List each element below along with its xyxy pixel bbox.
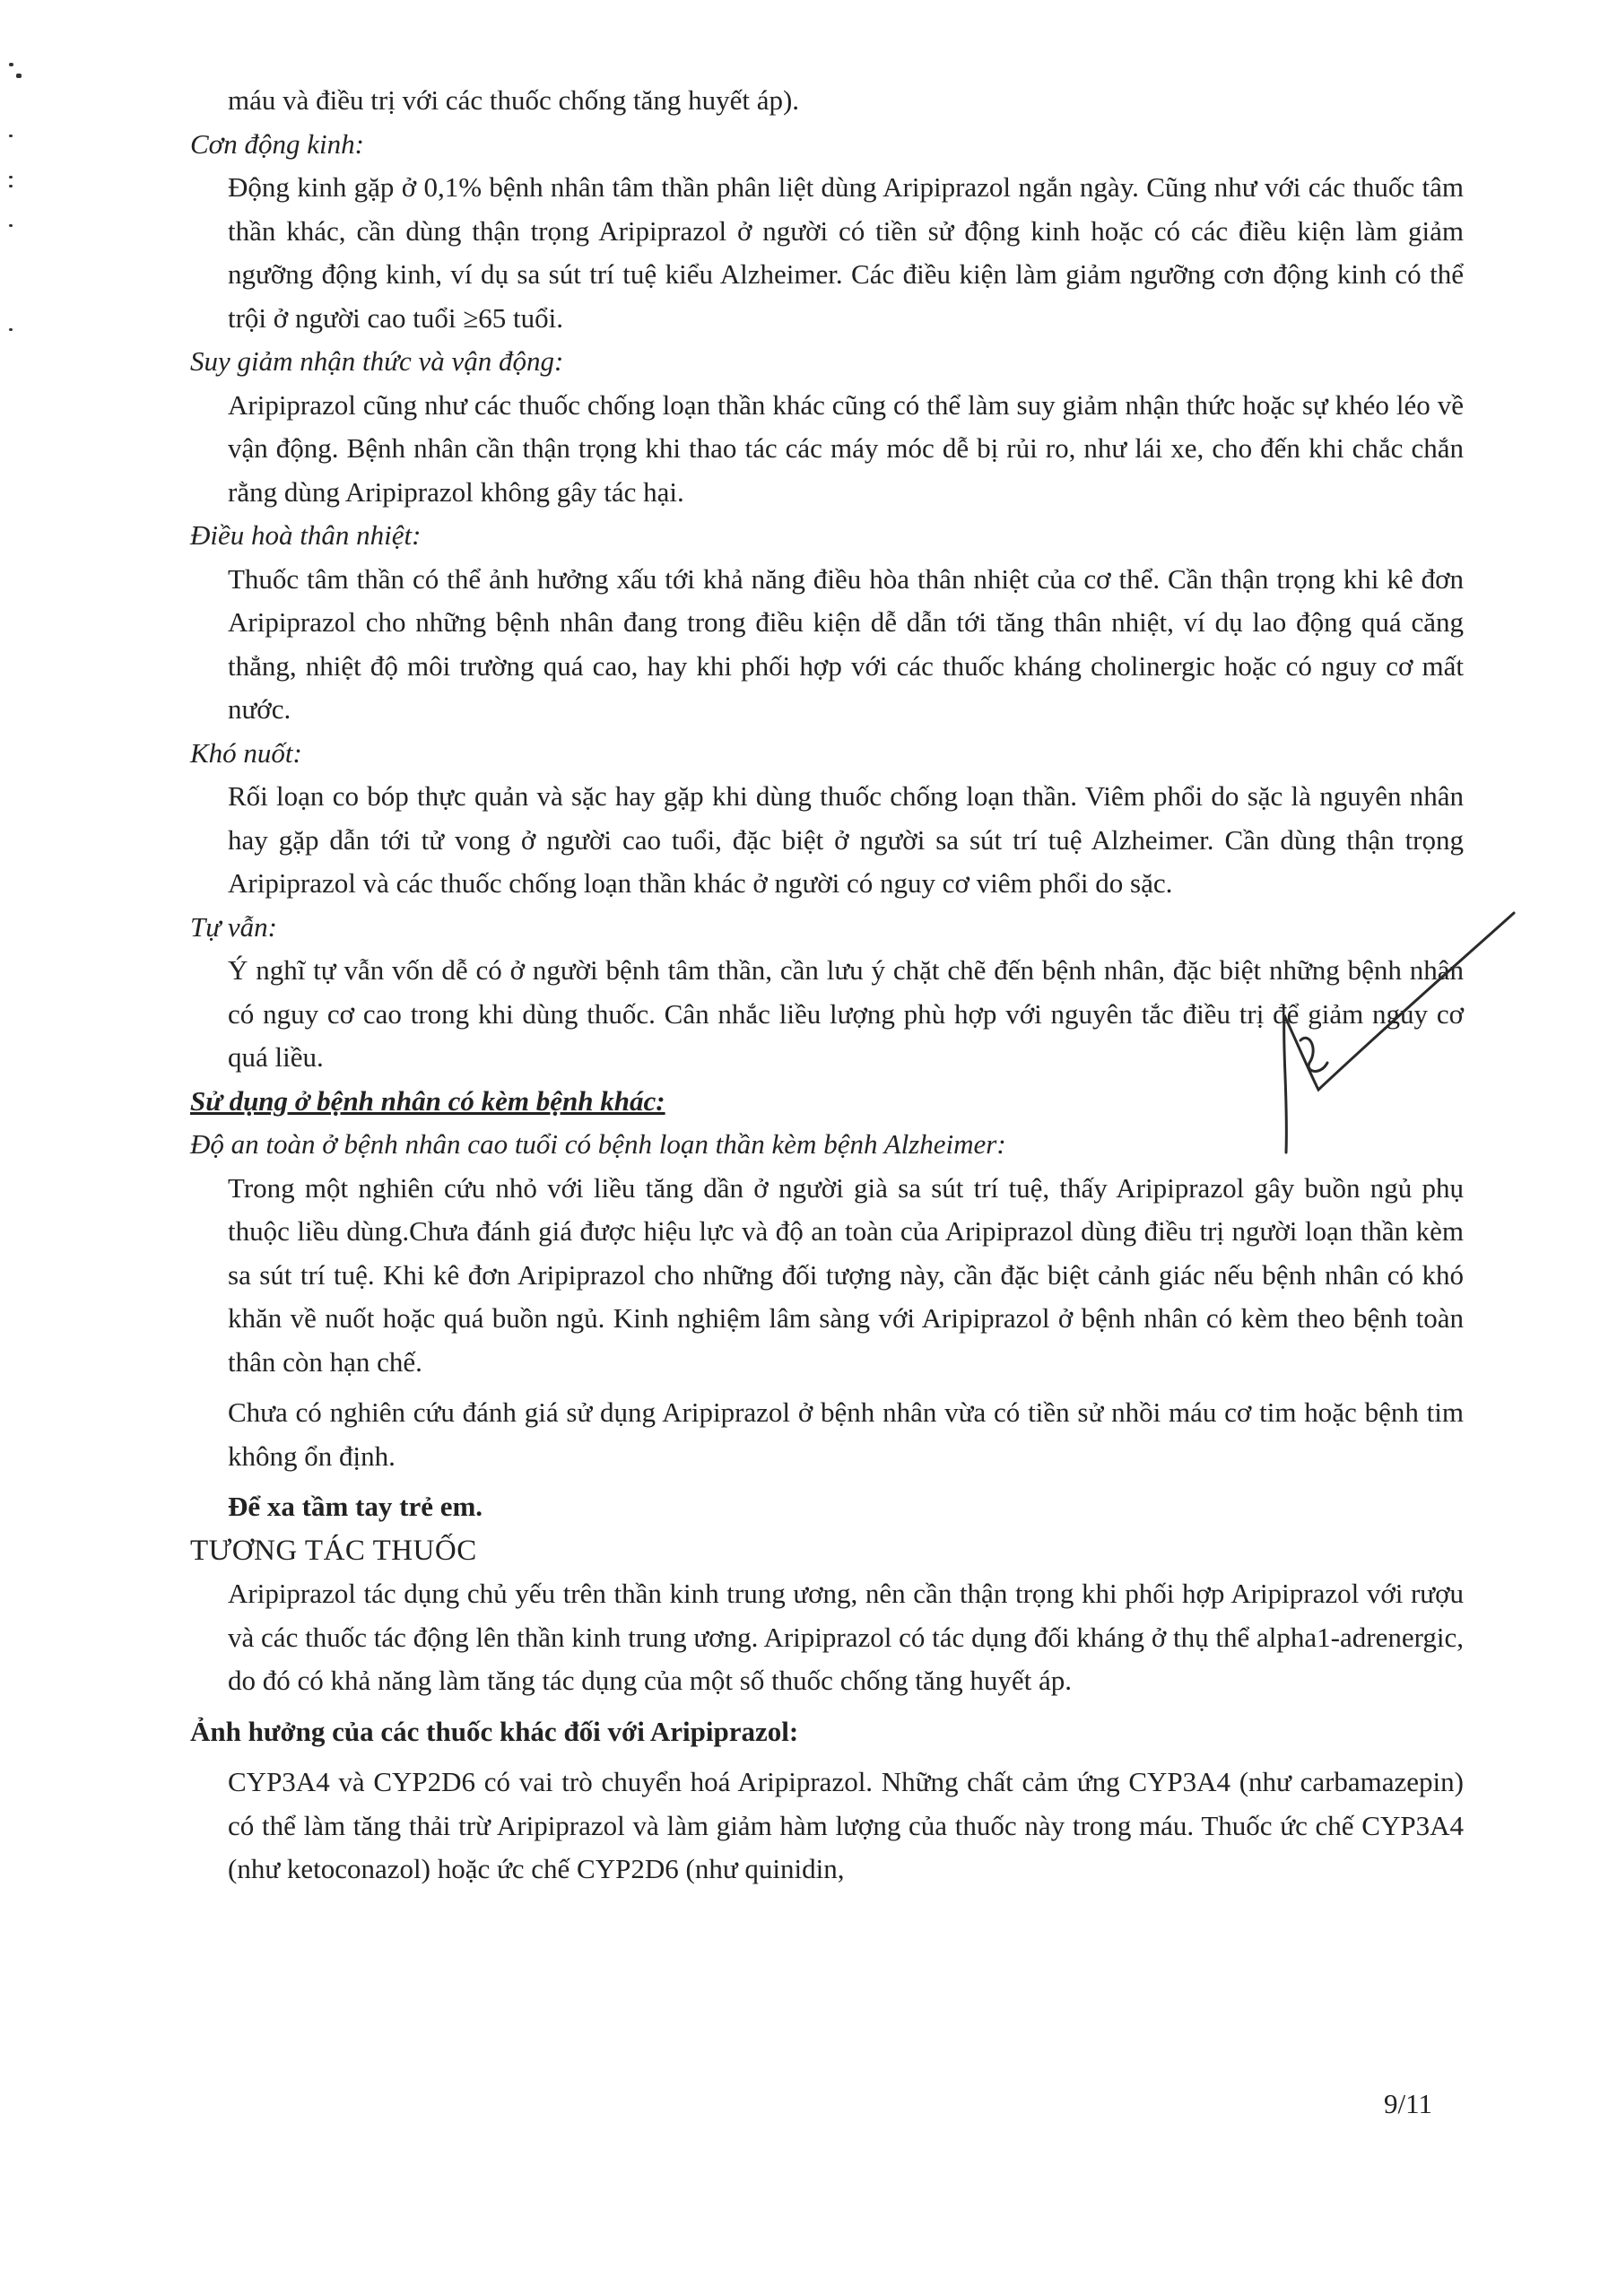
margin-mark bbox=[9, 185, 13, 187]
body-paragraph: Trong một nghiên cứu nhỏ với liều tăng dần ở người già sa sút trí tuệ, thấy Aripiprazol gây buồn ngủ phụ thuộc liều dùng.Chưa đánh giá được hiệu lực và độ an toàn của Aripiprazol dùng điều trị người loạn thần kèm sa sút trí tuệ. Khi kê đơn Aripiprazol cho những đối tượng này, cần đặc biệt cảnh giác nếu bệnh nhân có khó khăn về nuốt hoặc quá buồn ngủ. Kinh nghiệm lâm sàng với Aripiprazol ở bệnh nhân có kèm theo bệnh toàn thân còn hạn chế. bbox=[228, 1171, 1464, 1378]
page-number: 9/11 bbox=[1384, 2088, 1432, 2119]
subsection-heading: Khó nuốt: bbox=[190, 736, 302, 769]
body-paragraph: CYP3A4 và CYP2D6 có vai trò chuyển hoá Aripiprazol. Những chất cảm ứng CYP3A4 (như carbamazepin) có thể làm tăng thải trừ Aripiprazol và làm giảm hàm lượng của thuốc này trong máu. Thuốc ức chế CYP3A4 (như ketoconazol) hoặc ức chế CYP2D6 (như quinidin, bbox=[228, 1766, 1464, 1884]
body-paragraph: máu và điều trị với các thuốc chống tăng huyết áp). bbox=[228, 84, 800, 116]
margin-mark bbox=[9, 135, 13, 137]
body-paragraph: Động kinh gặp ở 0,1% bệnh nhân tâm thần phân liệt dùng Aripiprazol ngắn ngày. Cũng như với các thuốc tâm thần khác, cần dùng thận trọng Aripiprazol ở người có tiền sử động kinh hoặc có các điều kiện làm giảm ngưỡng động kinh, ví dụ sa sút trí tuệ kiểu Alzheimer. Các điều kiện làm giảm ngưỡng cơn động kinh có thể trội ở người cao tuổi ≥65 tuổi. bbox=[228, 171, 1464, 334]
signature-mark bbox=[1220, 906, 1516, 1166]
subsection-heading: Điều hoà thân nhiệt: bbox=[190, 519, 422, 551]
body-paragraph: Chưa có nghiên cứu đánh giá sử dụng Aripiprazol ở bệnh nhân vừa có tiền sử nhồi máu cơ tim hoặc bệnh tim không ổn định. bbox=[228, 1396, 1464, 1472]
subsection-heading: Cơn động kinh: bbox=[190, 127, 364, 160]
body-paragraph: Aripiprazol cũng như các thuốc chống loạn thần khác cũng có thể làm suy giảm nhận thức hoặc sự khéo léo về vận động. Bệnh nhân cần thận trọng khi thao tác các máy móc dễ bị rủi ro, như lái xe, cho đến khi chắc chắn rằng dùng Aripiprazol không gây tác hại. bbox=[228, 388, 1464, 508]
margin-mark bbox=[9, 328, 13, 331]
subsection-heading: Tự vẫn: bbox=[190, 910, 277, 943]
warning-text: Để xa tầm tay trẻ em. bbox=[228, 1491, 483, 1522]
margin-mark bbox=[9, 176, 13, 178]
body-paragraph: Aripiprazol tác dụng chủ yếu trên thần kinh trung ương, nên cần thận trọng khi phối hợp Aripiprazol với rượu và các thuốc tác động lên thần kinh trung ương. Aripiprazol có tác dụng đối kháng ở thụ thể alpha1-adrenergic, do đó có khả năng làm tăng tác dụng của một số thuốc chống tăng huyết áp. bbox=[228, 1578, 1464, 1696]
bold-subheading: Ảnh hưởng của các thuốc khác đối với Aripiprazol: bbox=[190, 1715, 799, 1747]
section-title: TƯƠNG TÁC THUỐC bbox=[190, 1534, 477, 1567]
subsection-heading: Suy giảm nhận thức và vận động: bbox=[190, 345, 564, 377]
body-paragraph: Ý nghĩ tự vẫn vốn dễ có ở người bệnh tâm thần, cần lưu ý chặt chẽ đến bệnh nhân, đặc biệt những bệnh nhân có nguy cơ cao trong khi dùng thuốc. Cân nhắc liều lượng phù hợp với nguyên tắc điều trị để giảm nguy cơ quá liều. bbox=[228, 954, 1464, 1073]
margin-mark bbox=[9, 224, 13, 227]
margin-mark bbox=[16, 74, 22, 78]
body-paragraph: Thuốc tâm thần có thể ảnh hưởng xấu tới khả năng điều hòa thân nhiệt của cơ thể. Cần thận trọng khi kê đơn Aripiprazol cho những bệnh nhân đang trong điều kiện dễ dẫn tới tăng thân nhiệt, ví dụ lao động quá căng thẳng, nhiệt độ môi trường quá cao, hay khi phối hợp với các thuốc kháng cholinergic hoặc có nguy cơ mất nước. bbox=[228, 562, 1464, 725]
body-paragraph: Rối loạn co bóp thực quản và sặc hay gặp khi dùng thuốc chống loạn thần. Viêm phổi do sặc là nguyên nhân hay gặp dẫn tới tử vong ở người cao tuổi, đặc biệt ở người sa sút trí tuệ Alzheimer. Cần dùng thận trọng Aripiprazol và các thuốc chống loạn thần khác ở người có nguy cơ viêm phổi do sặc. bbox=[228, 780, 1464, 899]
subsection-heading: Độ an toàn ở bệnh nhân cao tuổi có bệnh loạn thần kèm bệnh Alzheimer: bbox=[190, 1128, 1006, 1160]
margin-mark bbox=[9, 63, 13, 66]
section-heading-underlined: Sử dụng ở bệnh nhân có kèm bệnh khác: bbox=[190, 1084, 665, 1117]
